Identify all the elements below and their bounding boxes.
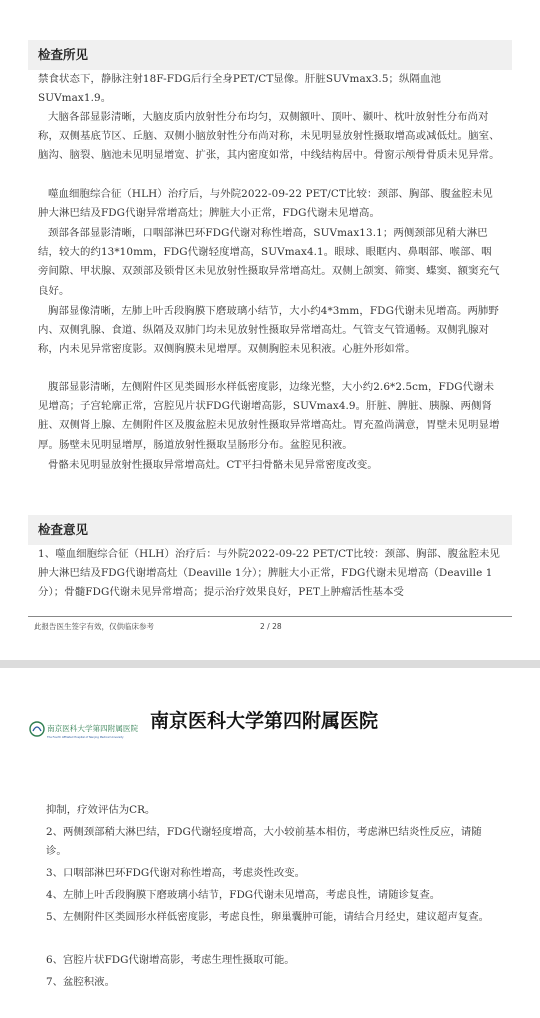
page-number: 2 / 28 bbox=[260, 622, 282, 631]
opinion-line: 7、盆腔积液。 bbox=[46, 976, 115, 988]
opinion-line: 4、左肺上叶舌段胸膜下磨玻璃小结节，FDG代谢未见增高，考虑良性，请随诊复查。 bbox=[46, 889, 441, 901]
logo-text: 南京医科大学第四附属医院 bbox=[47, 724, 139, 733]
opinion-line: 抑制，疗效评估为CR。 bbox=[46, 804, 156, 816]
findings-heading: 检查所见 bbox=[28, 40, 512, 70]
report-page-3 bbox=[0, 668, 540, 1018]
logo-subtext: The Fourth Affiliated Hospital of Nanjing Medical University bbox=[47, 736, 124, 739]
page-separator bbox=[0, 660, 540, 668]
opinion-heading: 检查意见 bbox=[28, 515, 512, 545]
findings-paragraph: 大脑各部显影清晰，大脑皮质内放射性分布均匀，双侧额叶、顶叶、颞叶、枕叶放射性分布尚对称，双侧基底节区、丘脑、双侧小脑放射性分布尚对称，未见明显放射性摄取增高或减低灶。脑室、脑沟、脑裂、脑池未见明显增宽、扩张，其内密度如常，中线结构居中。骨窗示颅骨骨质未见异常。 bbox=[38, 111, 500, 162]
hospital-logo bbox=[28, 718, 139, 746]
findings-paragraph: 骨骼未见明显放射性摄取异常增高灶。CT平扫骨骼未见异常密度改变。 bbox=[48, 459, 378, 471]
opinion-line: 2、两侧颈部稍大淋巴结，FDG代谢轻度增高，大小较前基本相仿，考虑淋巴结炎性反应，请随诊。 bbox=[46, 826, 482, 858]
opinion-paragraph: 1、噬血细胞综合征（HLH）治疗后：与外院2022-09-22 PET/CT比较：颈部、胸部、腹盆腔未见肿大淋巴结及FDG代谢增高灶（Deaville 1分）；脾脏大小正常，FDG代谢未见增高（Deaville 1分）；骨髓FDG代谢未见异常增高；提示治疗效果良好，PET上肿瘤活性基本受 bbox=[38, 548, 501, 599]
findings-paragraph: 禁食状态下，静脉注射18F-FDG后行全身PET/CT显像。肝脏SUVmax3.5；纵隔血池SUVmax1.9。 bbox=[38, 73, 441, 105]
hospital-logo-icon bbox=[28, 718, 139, 746]
findings-paragraph: 噬血细胞综合征（HLH）治疗后，与外院2022-09-22 PET/CT比较：颈部、胸部、腹盆腔未见肿大淋巴结及FDG代谢异常增高灶；脾脏大小正常，FDG代谢未见增高。 bbox=[38, 188, 493, 220]
footer-note: 此报告医生签字有效，仅供临床参考 bbox=[34, 622, 154, 631]
findings-paragraph: 胸部显像清晰，左肺上叶舌段胸膜下磨玻璃小结节，大小约4*3mm，FDG代谢未见增高。两肺野内、双侧乳腺、食道、纵隔及双肺门均未见放射性摄取异常增高灶。气管支气管通畅。双侧乳腺对称，内未见异常密度影。双侧胸膜未见增厚。双侧胸腔未见积液。心脏外形如常。 bbox=[38, 305, 499, 356]
page-footer bbox=[28, 616, 512, 637]
opinion-line: 5、左侧附件区类圆形水样低密度影，考虑良性，卵巢囊肿可能，请结合月经史，建议超声复查。 bbox=[46, 911, 490, 923]
findings-paragraph: 腹部显影清晰，左侧附件区见类圆形水样低密度影，边缘光整，大小约2.6*2.5cm，FDG代谢未见增高；子宫轮廓正常，宫腔见片状FDG代谢增高影，SUVmax4.9。肝脏、脾脏、胰腺、两侧肾脏、双侧肾上腺、左侧附件区及腹盆腔未见放射性摄取异常增高灶。胃充盈尚满意，胃壁未见明显增厚。肠壁未见明显增厚，肠道放射性摄取呈肠形分布。盆腔见积液。 bbox=[38, 381, 500, 451]
hospital-name: 南京医科大学第四附属医院 bbox=[150, 710, 379, 732]
opinion-line: 3、口咽部淋巴环FDG代谢对称性增高，考虑炎性改变。 bbox=[46, 867, 306, 879]
opinion-line: 6、宫腔片状FDG代谢增高影，考虑生理性摄取可能。 bbox=[46, 954, 295, 966]
findings-paragraph: 颈部各部显影清晰，口咽部淋巴环FDG代谢对称性增高，SUVmax13.1；两侧颈部见稍大淋巴结，较大的约13*10mm，FDG代谢轻度增高，SUVmax4.1。眼球、眼眶内、鼻咽部、喉部、咽旁间隙、甲状腺、双颈部及锁骨区未见放射性摄取异常增高灶。双侧上颌窦、筛窦、蝶窦、额窦充气良好。 bbox=[38, 227, 500, 297]
